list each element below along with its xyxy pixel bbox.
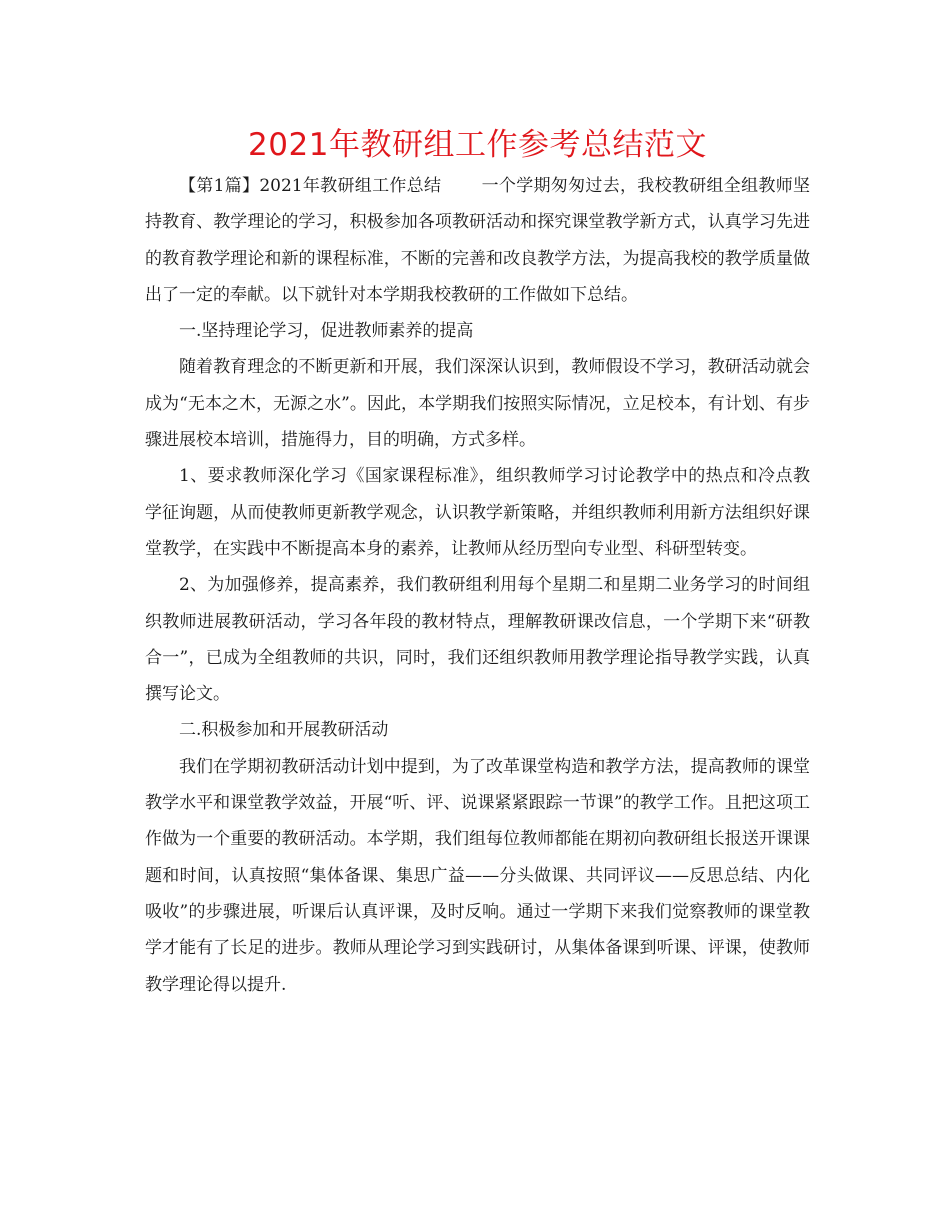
intro-heading: 【第1篇】2021年教研组工作总结 xyxy=(179,176,442,196)
intro-body: 一个学期匆匆过去，我校教研组全组教师坚持教育、教学理论的学习，积极参加各项教研活动和探究课堂教学新方式，认真学习先进的教育教学理论和新的课程标准，不断的完善和改良教学方法，为提高我校的教学质量做出了一定的奉献。以下就针对本学期我校教研的工作做如下总结。 xyxy=(145,176,810,305)
document-page xyxy=(145,124,810,1003)
body-paragraph: 随着教育理念的不断更新和开展，我们深深认识到，教师假设不学习，教研活动就会成为“无本之木，无源之水”。因此，本学期我们按照实际情况，立足校本，有计划、有步骤进展校本培训，措施得力，目的明确，方式多样。 xyxy=(145,357,810,451)
body-paragraph: 2、为加强修养，提高素养，我们教研组利用每个星期二和星期二业务学习的时间组织教师进展教研活动，学习各年段的教材特点，理解教研课改信息，一个学期下来“研教合一”，已成为全组教师的共识，同时，我们还组织教师用教学理论指导教学实践，认真撰写论文。 xyxy=(145,575,810,705)
body-paragraph: 我们在学期初教研活动计划中提到，为了改革课堂构造和教学方法，提高教师的课堂教学水平和课堂教学效益，开展“听、评、说课紧紧跟踪一节课”的教学工作。且把这项工作做为一个重要的教研活动。本学期，我们组每位教师都能在期初向教研组长报送开课课题和时间，认真按照“集体备课、集思广益——分头做课、共同评议——反思总结、内化吸收”的步骤进展，听课后认真评课，及时反响。通过一学期下来我们觉察教师的课堂教学才能有了长足的进步。教师从理论学习到实践研讨，从集体备课到听课、评课，使教师教学理论得以提升. xyxy=(145,756,810,995)
document-title: 2021年教研组工作参考总结范文 xyxy=(248,127,707,163)
intro-paragraph xyxy=(145,168,810,313)
section-heading-2: 二.积极参加和开展教研活动 xyxy=(179,720,389,741)
section-heading-1: 一.坚持理论学习，促进教师素养的提高 xyxy=(179,321,474,342)
body-paragraph: 1、要求教师深化学习《国家课程标准》，组织教师学习讨论教学中的热点和冷点教学征询题，从而使教师更新教学观念，认识教学新策略，并组织教师利用新方法组织好课堂教学，在实践中不断提高本身的素养，让教师从经历型向专业型、科研型转变。 xyxy=(145,466,810,559)
